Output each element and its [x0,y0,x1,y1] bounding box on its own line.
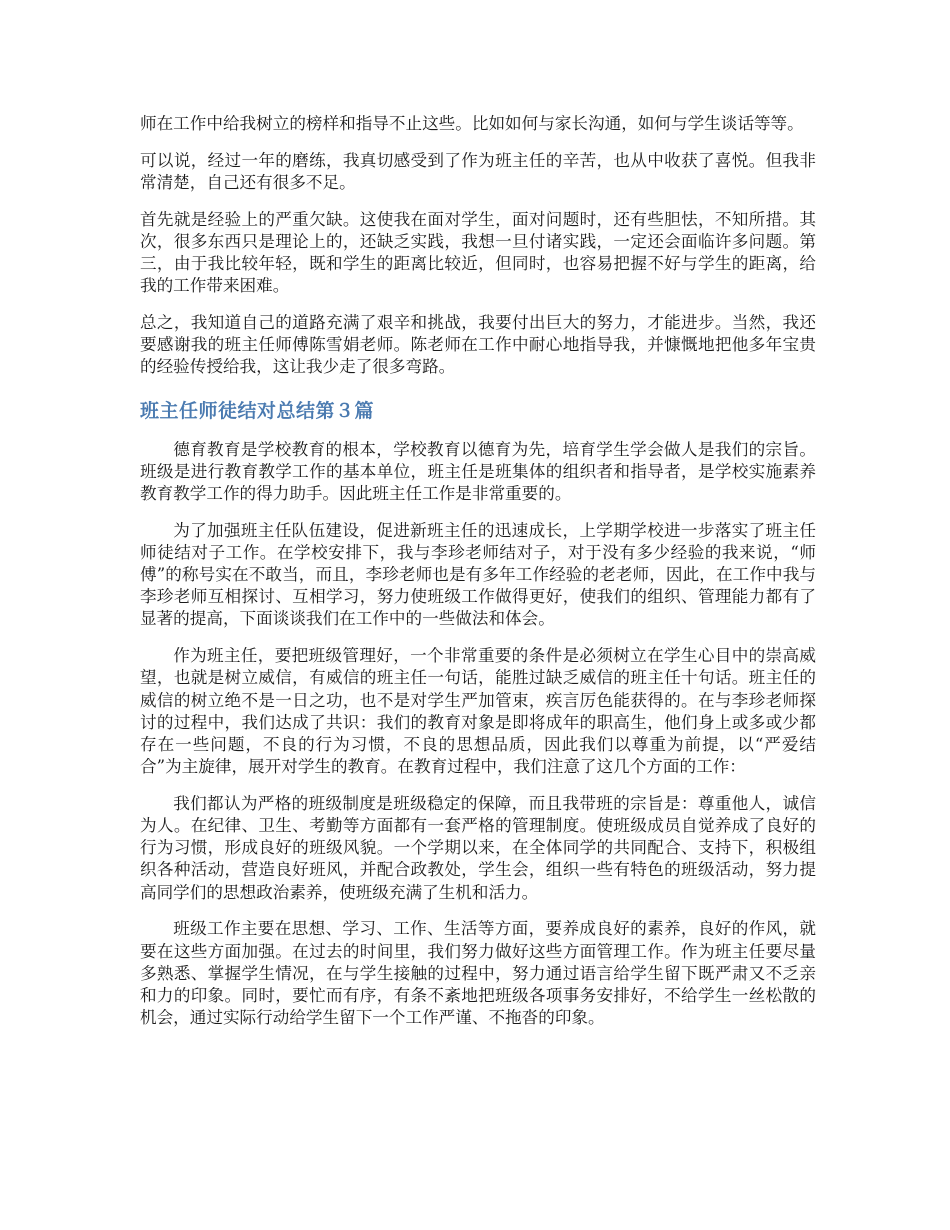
paragraph: 作为班主任，要把班级管理好，一个非常重要的条件是必须树立在学生心目中的崇高威望，也就是树立威信，有威信的班主任一句话，能胜过缺乏威信的班主任十句话。班主任的威信的树立绝不是一日之功，也不是对学生严加管束，疾言厉色能获得的。在与李珍老师探讨的过程中，我们达成了共识：我们的教育对象是即将成年的职高生，他们身上或多或少都存在一些问题，不良的行为习惯，不良的思想品质，因此我们以尊重为前提，以“严爱结合”为主旋律，展开对学生的教育。在教育过程中，我们注意了这几个方面的工作： [140,646,816,777]
paragraph: 班级工作主要在思想、学习、工作、生活等方面，要养成良好的素养，良好的作风，就要在这些方面加强。在过去的时间里，我们努力做好这些方面管理工作。作为班主任要尽量多熟悉、掌握学生情况，在与学生接触的过程中，努力通过语言给学生留下既严肃又不乏亲和力的印象。同时，要忙而有序，有条不紊地把班级各项事务安排好，不给学生一丝松散的机会，通过实际行动给学生留下一个工作严谨、不拖沓的印象。 [140,919,816,1028]
paragraph: 首先就是经验上的严重欠缺。这使我在面对学生，面对问题时，还有些胆怯，不知所措。其次，很多东西只是理论上的，还缺乏实践，我想一旦付诸实践，一定还会面临许多问题。第三，由于我比较年轻，既和学生的距离比较近，但同时，也容易把握不好与学生的距离，给我的工作带来困难。 [140,209,816,296]
paragraph: 师在工作中给我树立的榜样和指导不止这些。比如如何与家长沟通，如何与学生谈话等等。 [140,114,804,133]
section-heading: 班主任师徒结对总结第３篇 [140,399,375,422]
paragraph: 德育教育是学校教育的根本，学校教育以德育为先，培育学生学会做人是我们的宗旨。班级是进行教育教学工作的基本单位，班主任是班集体的组织者和指导者，是学校实施素养教育教学工作的得力助手。因此班主任工作是非常重要的。 [140,439,816,503]
paragraph: 总之，我知道自己的道路充满了艰辛和挑战，我要付出巨大的努力，才能进步。当然，我还要感谢我的班主任师傅陈雪娟老师。陈老师在工作中耐心地指导我，并慷慨地把他多年宝贵的经验传授给我，这让我少走了很多弯路。 [140,312,816,377]
paragraph: 我们都认为严格的班级制度是班级稳定的保障，而且我带班的宗旨是：尊重他人，诚信为人。在纪律、卫生、考勤等方面都有一套严格的管理制度。使班级成员自觉养成了良好的行为习惯，形成良好的班级风貌。一个学期以来，在全体同学的共同配合、支持下，积极组织各种活动，营造良好班风，并配合政教处，学生会，组织一些有特色的班级活动，努力提高同学们的思想政治素养，使班级充满了生机和活力。 [140,793,816,902]
paragraph: 可以说，经过一年的磨练，我真切感受到了作为班主任的辛苦，也从中收获了喜悦。但我非常清楚，自己还有很多不足。 [140,150,816,192]
document-page [140,113,816,1044]
paragraph: 为了加强班主任队伍建设，促进新班主任的迅速成长，上学期学校进一步落实了班主任师徒结对子工作。在学校安排下，我与李珍老师结对子，对于没有多少经验的我来说，“师傅”的称号实在不敢当，而且，李珍老师也是有多年工作经验的老老师，因此，在工作中我与李珍老师互相探讨、互相学习，努力使班级工作做得更好，使我们的组织、管理能力都有了显著的提高，下面谈谈我们在工作中的一些做法和体会。 [140,520,816,629]
